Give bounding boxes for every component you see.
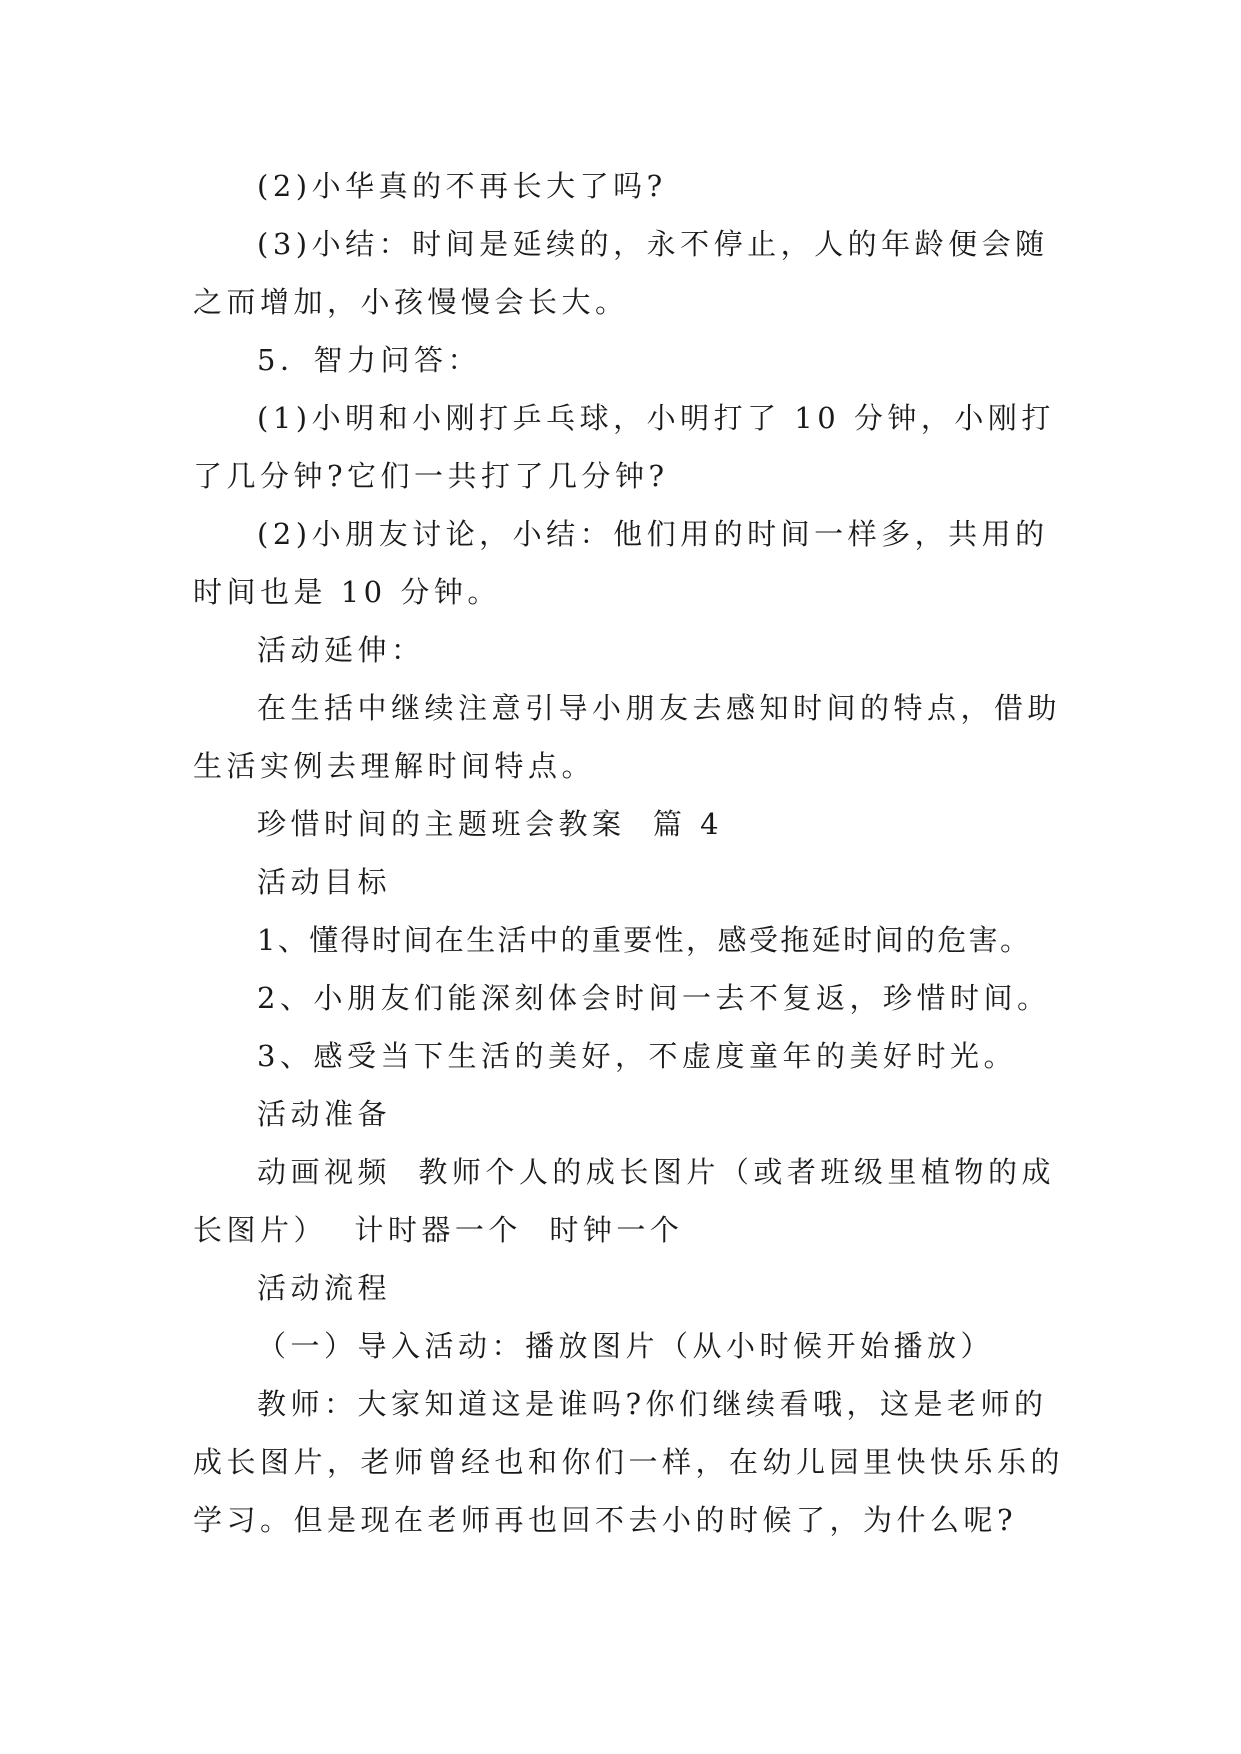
paragraph: (2)小朋友讨论，小结：他们用的时间一样多，共用的时间也是 10 分钟。 xyxy=(193,517,1049,609)
subheading: 活动准备 xyxy=(257,1097,392,1131)
paragraph: （一）导入活动：播放图片（从小时候开始播放） xyxy=(257,1329,995,1363)
paragraph: 教师：大家知道这是谁吗?你们继续看哦，这是老师的成长图片，老师曾经也和你们一样，在幼儿园里快快乐乐的学习。但是现在老师再也回不去小的时候了，为什么呢? xyxy=(193,1387,1065,1537)
paragraph: 1、懂得时间在生活中的重要性，感受拖延时间的危害。 xyxy=(257,923,1032,957)
paragraph: 2、小朋友们能深刻体会时间一去不复返，珍惜时间。 xyxy=(257,981,1051,1015)
paragraph: 动画视频 教师个人的成长图片（或者班级里植物的成长图片） 计时器一个 时钟一个 xyxy=(193,1155,1055,1247)
paragraph: 3、感受当下生活的美好，不虚度童年的美好时光。 xyxy=(257,1039,1017,1073)
paragraph: 活动延伸： xyxy=(257,633,425,667)
section-heading: 珍惜时间的主题班会教案 篇 4 xyxy=(257,807,724,841)
paragraph: 在生括中继续注意引导小朋友去感知时间的特点，借助生活实例去理解时间特点。 xyxy=(193,691,1062,783)
paragraph: (1)小明和小刚打乒乓球，小明打了 10 分钟，小刚打了几分钟?它们一共打了几分钟? xyxy=(193,401,1055,493)
document-body xyxy=(193,157,1073,1549)
paragraph: 5．智力问答： xyxy=(257,343,481,377)
paragraph: (2)小华真的不再长大了吗? xyxy=(257,169,667,203)
subheading: 活动流程 xyxy=(257,1271,392,1305)
paragraph: (3)小结：时间是延续的，永不停止，人的年龄便会随之而增加，小孩慢慢会长大。 xyxy=(193,227,1049,319)
subheading: 活动目标 xyxy=(257,865,392,899)
